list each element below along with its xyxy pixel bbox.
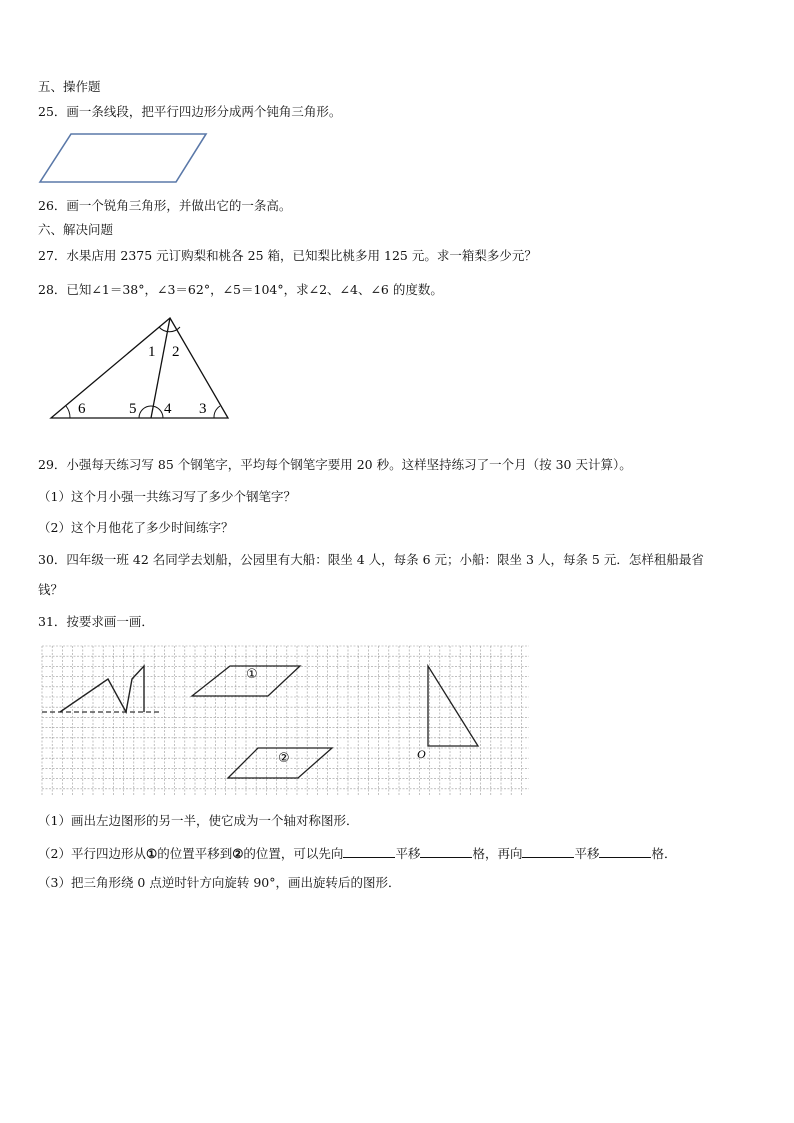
grid-drawing-figure <box>42 646 532 798</box>
question-28: 28．已知∠1＝38°，∠3＝62°，∠5＝104°，求∠2、∠4、∠6 的度数。 <box>38 282 443 297</box>
section-heading-operations: 五、操作题 <box>38 79 101 94</box>
angle-arc-3 <box>214 406 220 418</box>
q31-2-circled-1: ① <box>145 846 158 861</box>
angle-label-4: 4 <box>164 401 172 417</box>
q31-2-text-e: 的位置，可以先向 <box>243 846 344 861</box>
answer-blank-direction-2[interactable] <box>522 845 574 858</box>
angle-arc-6 <box>66 406 70 418</box>
answer-blank-steps-2[interactable] <box>599 845 651 858</box>
question-31-part-3: （3）把三角形绕 0 点逆时针方向旋转 90°，画出旋转后的图形． <box>38 875 401 890</box>
question-26: 26．画一个锐角三角形，并做出它的一条高。 <box>38 198 292 213</box>
question-29-part-2: （2）这个月他花了多少时间练字？ <box>38 520 234 535</box>
rotation-point-label: O <box>417 747 426 761</box>
position-1-label: ① <box>246 667 258 682</box>
question-30-line-2: 钱？ <box>38 582 64 597</box>
q31-2-circled-2: ② <box>232 846 244 861</box>
answer-blank-direction-1[interactable] <box>343 845 395 858</box>
q31-2-text-g: 格，再向 <box>472 846 523 861</box>
angle-label-6: 6 <box>78 401 86 417</box>
position-2-label: ② <box>278 751 290 766</box>
q31-2-text-h: 平移 <box>574 846 600 861</box>
section-heading-problems: 六、解决问题 <box>38 222 114 237</box>
square-grid <box>42 646 529 796</box>
question-29-part-1: （1）这个月小强一共练习写了多少个钢笔字？ <box>38 489 296 504</box>
question-31: 31．按要求画一画． <box>38 614 154 629</box>
question-29: 29．小强每天练习写 85 个钢笔字，平均每个钢笔字要用 20 秒。这样坚持练习了一个月（按 30 天计算）。 <box>38 457 632 472</box>
question-30-line-1: 30．四年级一班 42 名同学去划船，公园里有大船：限坐 4 人，每条 6 元；小船：限坐 3 人，每条 5 元．怎样租船最省 <box>38 552 704 567</box>
triangle-angles-figure <box>45 315 235 425</box>
q31-2-text-a: （2）平行四边形从 <box>38 846 146 861</box>
parallelogram-figure <box>36 130 211 186</box>
angle-label-1: 1 <box>148 344 156 360</box>
angle-label-5: 5 <box>129 401 137 417</box>
q31-2-text-f: 平移 <box>395 846 421 861</box>
q31-2-text-i: 格． <box>651 846 677 861</box>
question-25: 25．画一条线段，把平行四边形分成两个钝角三角形。 <box>38 104 342 119</box>
question-31-part-1: （1）画出左边图形的另一半，使它成为一个轴对称图形． <box>38 813 359 828</box>
question-27: 27．水果店用 2375 元订购梨和桃各 25 箱，已知梨比桃多用 125 元。求一箱梨多少元？ <box>38 248 537 263</box>
q31-2-text-c: 的位置平移到 <box>157 846 233 861</box>
angle-label-3: 3 <box>199 401 207 417</box>
angle-label-2: 2 <box>172 344 180 360</box>
answer-blank-steps-1[interactable] <box>420 845 472 858</box>
question-31-part-2 <box>38 845 677 862</box>
parallelogram-shape <box>40 134 206 182</box>
